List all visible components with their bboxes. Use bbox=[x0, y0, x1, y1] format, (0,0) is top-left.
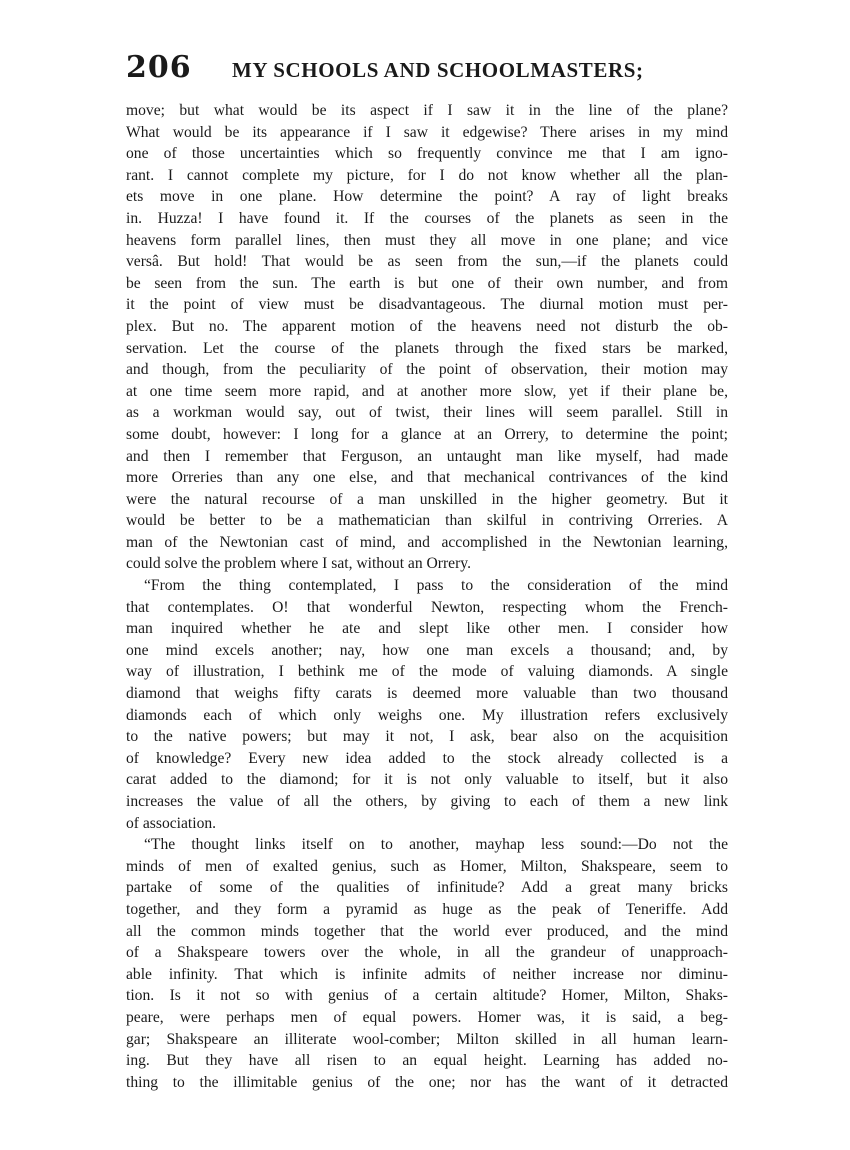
text-line: were the natural recourse of a man unskilled in the higher geometry. But it bbox=[126, 490, 728, 508]
text-line: man inquired whether he ate and slept like other men. I consider how bbox=[126, 620, 728, 638]
text-line: could solve the problem where I sat, without an Orrery. bbox=[126, 555, 471, 573]
text-line: of association. bbox=[126, 814, 217, 832]
text-line: more Orreries than any one else, and that mechanical contrivances of the kind bbox=[126, 469, 728, 487]
text-line: man of the Newtonian cast of mind, and accomplished in the Newtonian learning, bbox=[126, 533, 728, 551]
text-line: increases the value of all the others, by giving to each of them a new link bbox=[126, 793, 728, 810]
text-line: “The thought links itself on to another, mayhap less sound:—Do not the bbox=[144, 836, 728, 854]
text-line: as a workman would say, out of twist, their lines will seem parallel. Still in bbox=[126, 404, 728, 422]
text-line: to the native powers; but may it not, I ask, bear also on the acquisition bbox=[126, 728, 728, 746]
text-line: some doubt, however: I long for a glance at an Orrery, to determine the point; bbox=[126, 425, 728, 443]
running-head: MY SCHOOLS AND SCHOOLMASTERS; bbox=[232, 58, 644, 82]
body-text bbox=[126, 100, 728, 1093]
text-line: “From the thing contemplated, I pass to the consideration of the mind bbox=[144, 577, 728, 595]
page-header bbox=[126, 50, 726, 90]
text-line: in. Huzza! I have found it. If the courses of the planets as seen in the bbox=[126, 209, 728, 227]
text-line: all the common minds together that the world ever produced, and the mind bbox=[126, 922, 728, 940]
text-line: that contemplates. O! that wonderful Newton, respecting whom the French- bbox=[126, 598, 728, 616]
text-line: tion. Is it not so with genius of a certain altitude? Homer, Milton, Shaks- bbox=[126, 987, 728, 1005]
text-line: be seen from the sun. The earth is but one of their own number, and from bbox=[126, 274, 728, 292]
text-line: servation. Let the course of the planets through the fixed stars be marked, bbox=[126, 339, 728, 357]
text-line: thing to the illimitable genius of the one; nor has the want of it detracted bbox=[126, 1073, 728, 1091]
text-line: What would be its appearance if I saw it edgewise? There arises in my mind bbox=[126, 123, 728, 141]
text-line: one of those uncertainties which so frequently convince me that I am igno- bbox=[126, 145, 728, 163]
text-line: gar; Shakspeare an illiterate wool-comber; Milton skilled in all human learn- bbox=[126, 1030, 728, 1048]
text-line: carat added to the diamond; for it is not only valuable to itself, but it also bbox=[126, 771, 728, 789]
text-line: ing. But they have all risen to an equal height. Learning has added no- bbox=[126, 1052, 728, 1070]
text-line: would be better to be a mathematician than skilful in contriving Orreries. A bbox=[126, 512, 728, 530]
text-line: versâ. But hold! That would be as seen from the sun,—if the planets could bbox=[126, 253, 728, 271]
text-line: ets move in one plane. How determine the point? A ray of light breaks bbox=[126, 188, 728, 206]
text-line: rant. I cannot complete my picture, for I do not know whether all the plan- bbox=[126, 166, 728, 184]
text-line: partake of some of the qualities of infinitude? Add a great many bricks bbox=[126, 879, 728, 897]
text-line: heavens form parallel lines, then must they all move in one plane; and vice bbox=[126, 231, 728, 249]
text-line: move; but what would be its aspect if I saw it in the line of the plane? bbox=[126, 102, 728, 119]
page-number: 206 bbox=[126, 50, 192, 85]
text-line: of a Shakspeare towers over the whole, in all the grandeur of unapproach- bbox=[126, 944, 728, 962]
text-line: together, and they form a pyramid as huge as the peak of Teneriffe. Add bbox=[126, 900, 728, 918]
text-line: way of illustration, I bethink me of the mode of valuing diamonds. A single bbox=[126, 663, 728, 681]
text-line: diamond that weighs fifty carats is deemed more valuable than two thousand bbox=[126, 685, 728, 703]
text-line: diamonds each of which only weighs one. My illustration refers exclusively bbox=[126, 706, 728, 724]
text-line: at one time seem more rapid, and at another more slow, yet if their plane be, bbox=[126, 382, 728, 400]
text-line: it the point of view must be disadvantageous. The diurnal motion must per- bbox=[126, 296, 728, 314]
text-line: and then I remember that Ferguson, an untaught man like myself, had made bbox=[126, 447, 728, 465]
text-line: plex. But no. The apparent motion of the heavens need not disturb the ob- bbox=[126, 317, 728, 335]
text-line: of knowledge? Every new idea added to the stock already collected is a bbox=[126, 749, 728, 767]
text-line: one mind excels another; nay, how one man excels a thousand; and, by bbox=[126, 641, 728, 659]
text-line: able infinity. That which is infinite admits of neither increase nor diminu- bbox=[126, 965, 728, 983]
text-line: minds of men of exalted genius, such as Homer, Milton, Shakspeare, seem to bbox=[126, 857, 728, 875]
text-line: peare, were perhaps men of equal powers. Homer was, it is said, a beg- bbox=[126, 1008, 728, 1026]
text-line: and though, from the peculiarity of the point of observation, their motion may bbox=[126, 361, 728, 379]
